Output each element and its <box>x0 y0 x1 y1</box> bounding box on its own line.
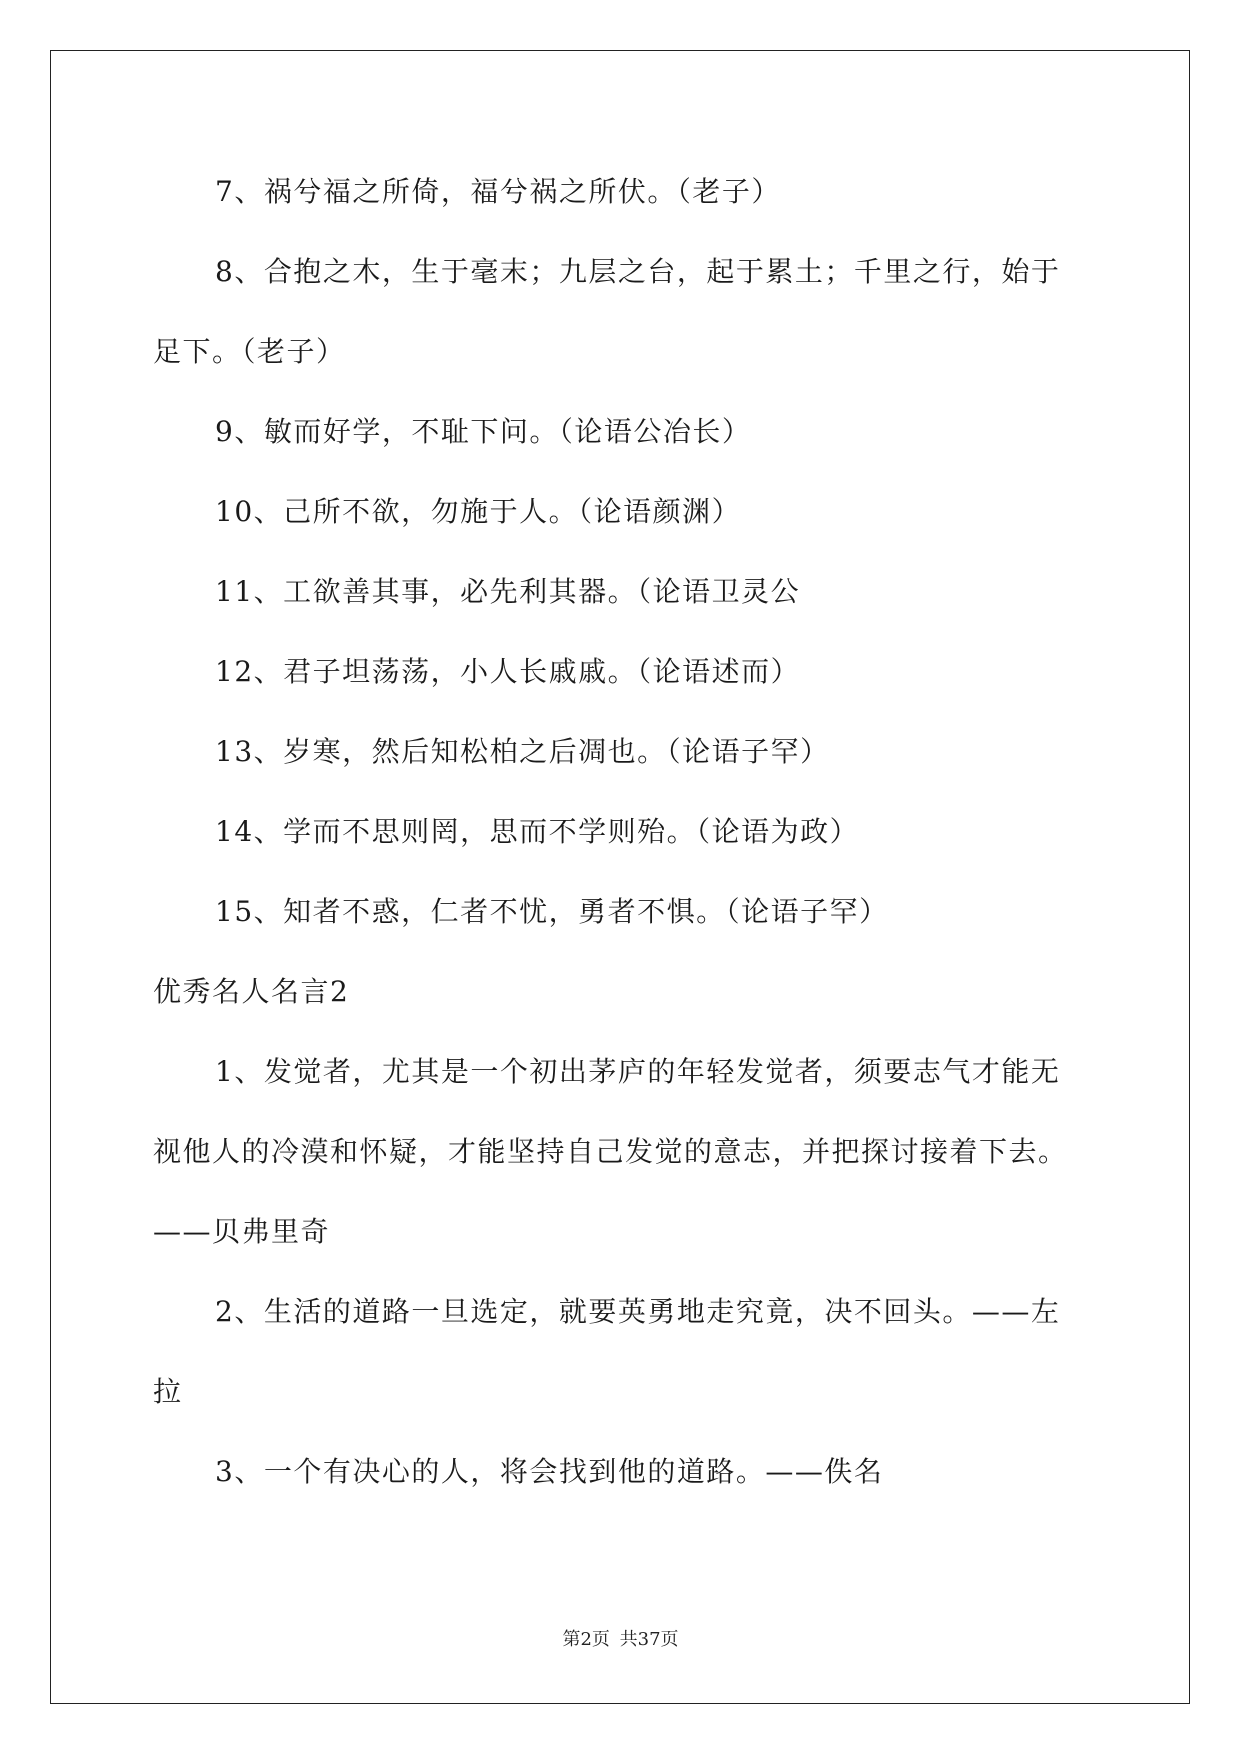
quote-line: 13、岁寒，然后知松柏之后凋也。（论语子罕） <box>215 735 830 768</box>
page-total: 共37页 <box>619 1629 679 1650</box>
quote-line: 1、发觉者，尤其是一个初出茅庐的年轻发觉者，须要志气才能无 <box>215 1055 1061 1088</box>
quote-line: 8、合抱之木，生于毫末；九层之台，起于累土；千里之行，始于 <box>215 255 1061 288</box>
quote-attribution: ——贝弗里奇 <box>153 1215 331 1248</box>
quote-line: 10、己所不欲，勿施于人。（论语颜渊） <box>215 495 742 528</box>
quote-line: 15、知者不惑，仁者不忧，勇者不惧。（论语子罕） <box>215 895 889 928</box>
page-footer <box>0 1628 1241 1652</box>
quote-line: 2、生活的道路一旦选定，就要英勇地走究竟，决不回头。——左 <box>215 1295 1061 1328</box>
quote-line: 12、君子坦荡荡，小人长戚戚。（论语述而） <box>215 655 801 688</box>
quote-line: 14、学而不思则罔，思而不学则殆。（论语为政） <box>215 815 860 848</box>
quote-line: 足下。（老子） <box>153 335 346 368</box>
quote-line: 拉 <box>153 1375 183 1408</box>
quote-line: 视他人的冷漠和怀疑，才能坚持自己发觉的意志，并把探讨接着下去。 <box>153 1135 1068 1168</box>
quote-line: 11、工欲善其事，必先利其器。（论语卫灵公 <box>215 575 801 608</box>
page-number: 第2页 <box>562 1629 610 1650</box>
quote-line: 3、一个有决心的人，将会找到他的道路。——佚名 <box>215 1455 884 1488</box>
quote-line: 9、敏而好学，不耻下问。（论语公冶长） <box>215 415 752 448</box>
quote-line: 7、祸兮福之所倚，福兮祸之所伏。（老子） <box>215 175 781 208</box>
section-heading: 优秀名人名言2 <box>153 975 350 1008</box>
